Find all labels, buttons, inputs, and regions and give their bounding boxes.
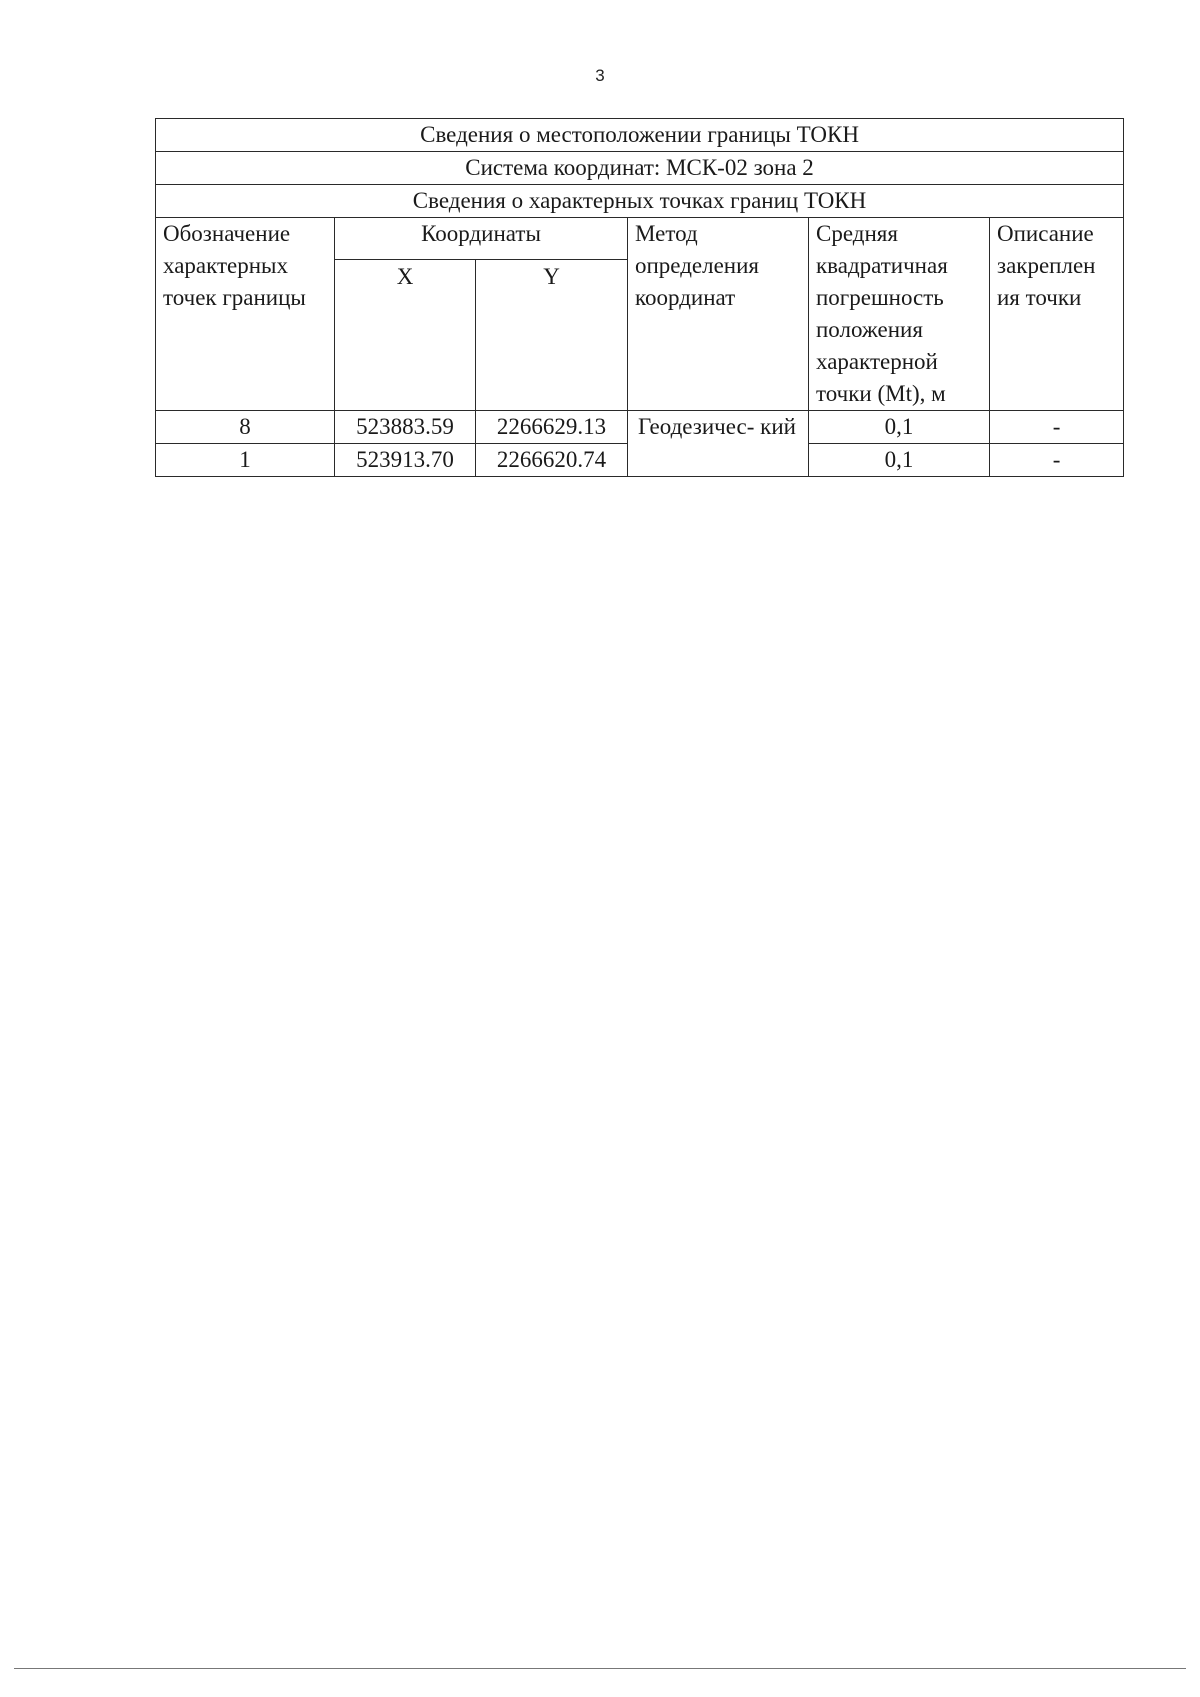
cell-y: 2266629.13 bbox=[476, 411, 628, 444]
cell-x: 523883.59 bbox=[335, 411, 476, 444]
table-subtitle: Сведения о характерных точках границ ТОКН bbox=[156, 185, 1124, 218]
cell-description: - bbox=[990, 444, 1124, 477]
cell-point: 8 bbox=[156, 411, 335, 444]
column-header-coordinates: Координаты bbox=[335, 218, 628, 260]
column-header-x: X bbox=[335, 260, 476, 411]
table-row bbox=[156, 411, 1124, 444]
cell-point: 1 bbox=[156, 444, 335, 477]
cell-error: 0,1 bbox=[809, 411, 990, 444]
column-header-description: Описание закреплен ия точки bbox=[990, 218, 1124, 411]
column-header-method: Метод определения координат bbox=[628, 218, 809, 411]
column-header-error: Средняя квадратичная погрешность положения характерной точки (Mt), м bbox=[809, 218, 990, 411]
column-header-y: Y bbox=[476, 260, 628, 411]
cell-x: 523913.70 bbox=[335, 444, 476, 477]
table-title: Сведения о местоположении границы ТОКН bbox=[156, 119, 1124, 152]
cell-error: 0,1 bbox=[809, 444, 990, 477]
page-number: 3 bbox=[595, 66, 605, 85]
coordinate-system: Система координат: МСК-02 зона 2 bbox=[156, 152, 1124, 185]
cell-description: - bbox=[990, 411, 1124, 444]
boundary-points-table bbox=[155, 118, 1124, 477]
column-header-designation: Обозначение характерных точек границы bbox=[156, 218, 335, 411]
cell-method: Геодезичес- кий bbox=[628, 411, 809, 477]
footer-divider bbox=[14, 1668, 1186, 1669]
cell-y: 2266620.74 bbox=[476, 444, 628, 477]
